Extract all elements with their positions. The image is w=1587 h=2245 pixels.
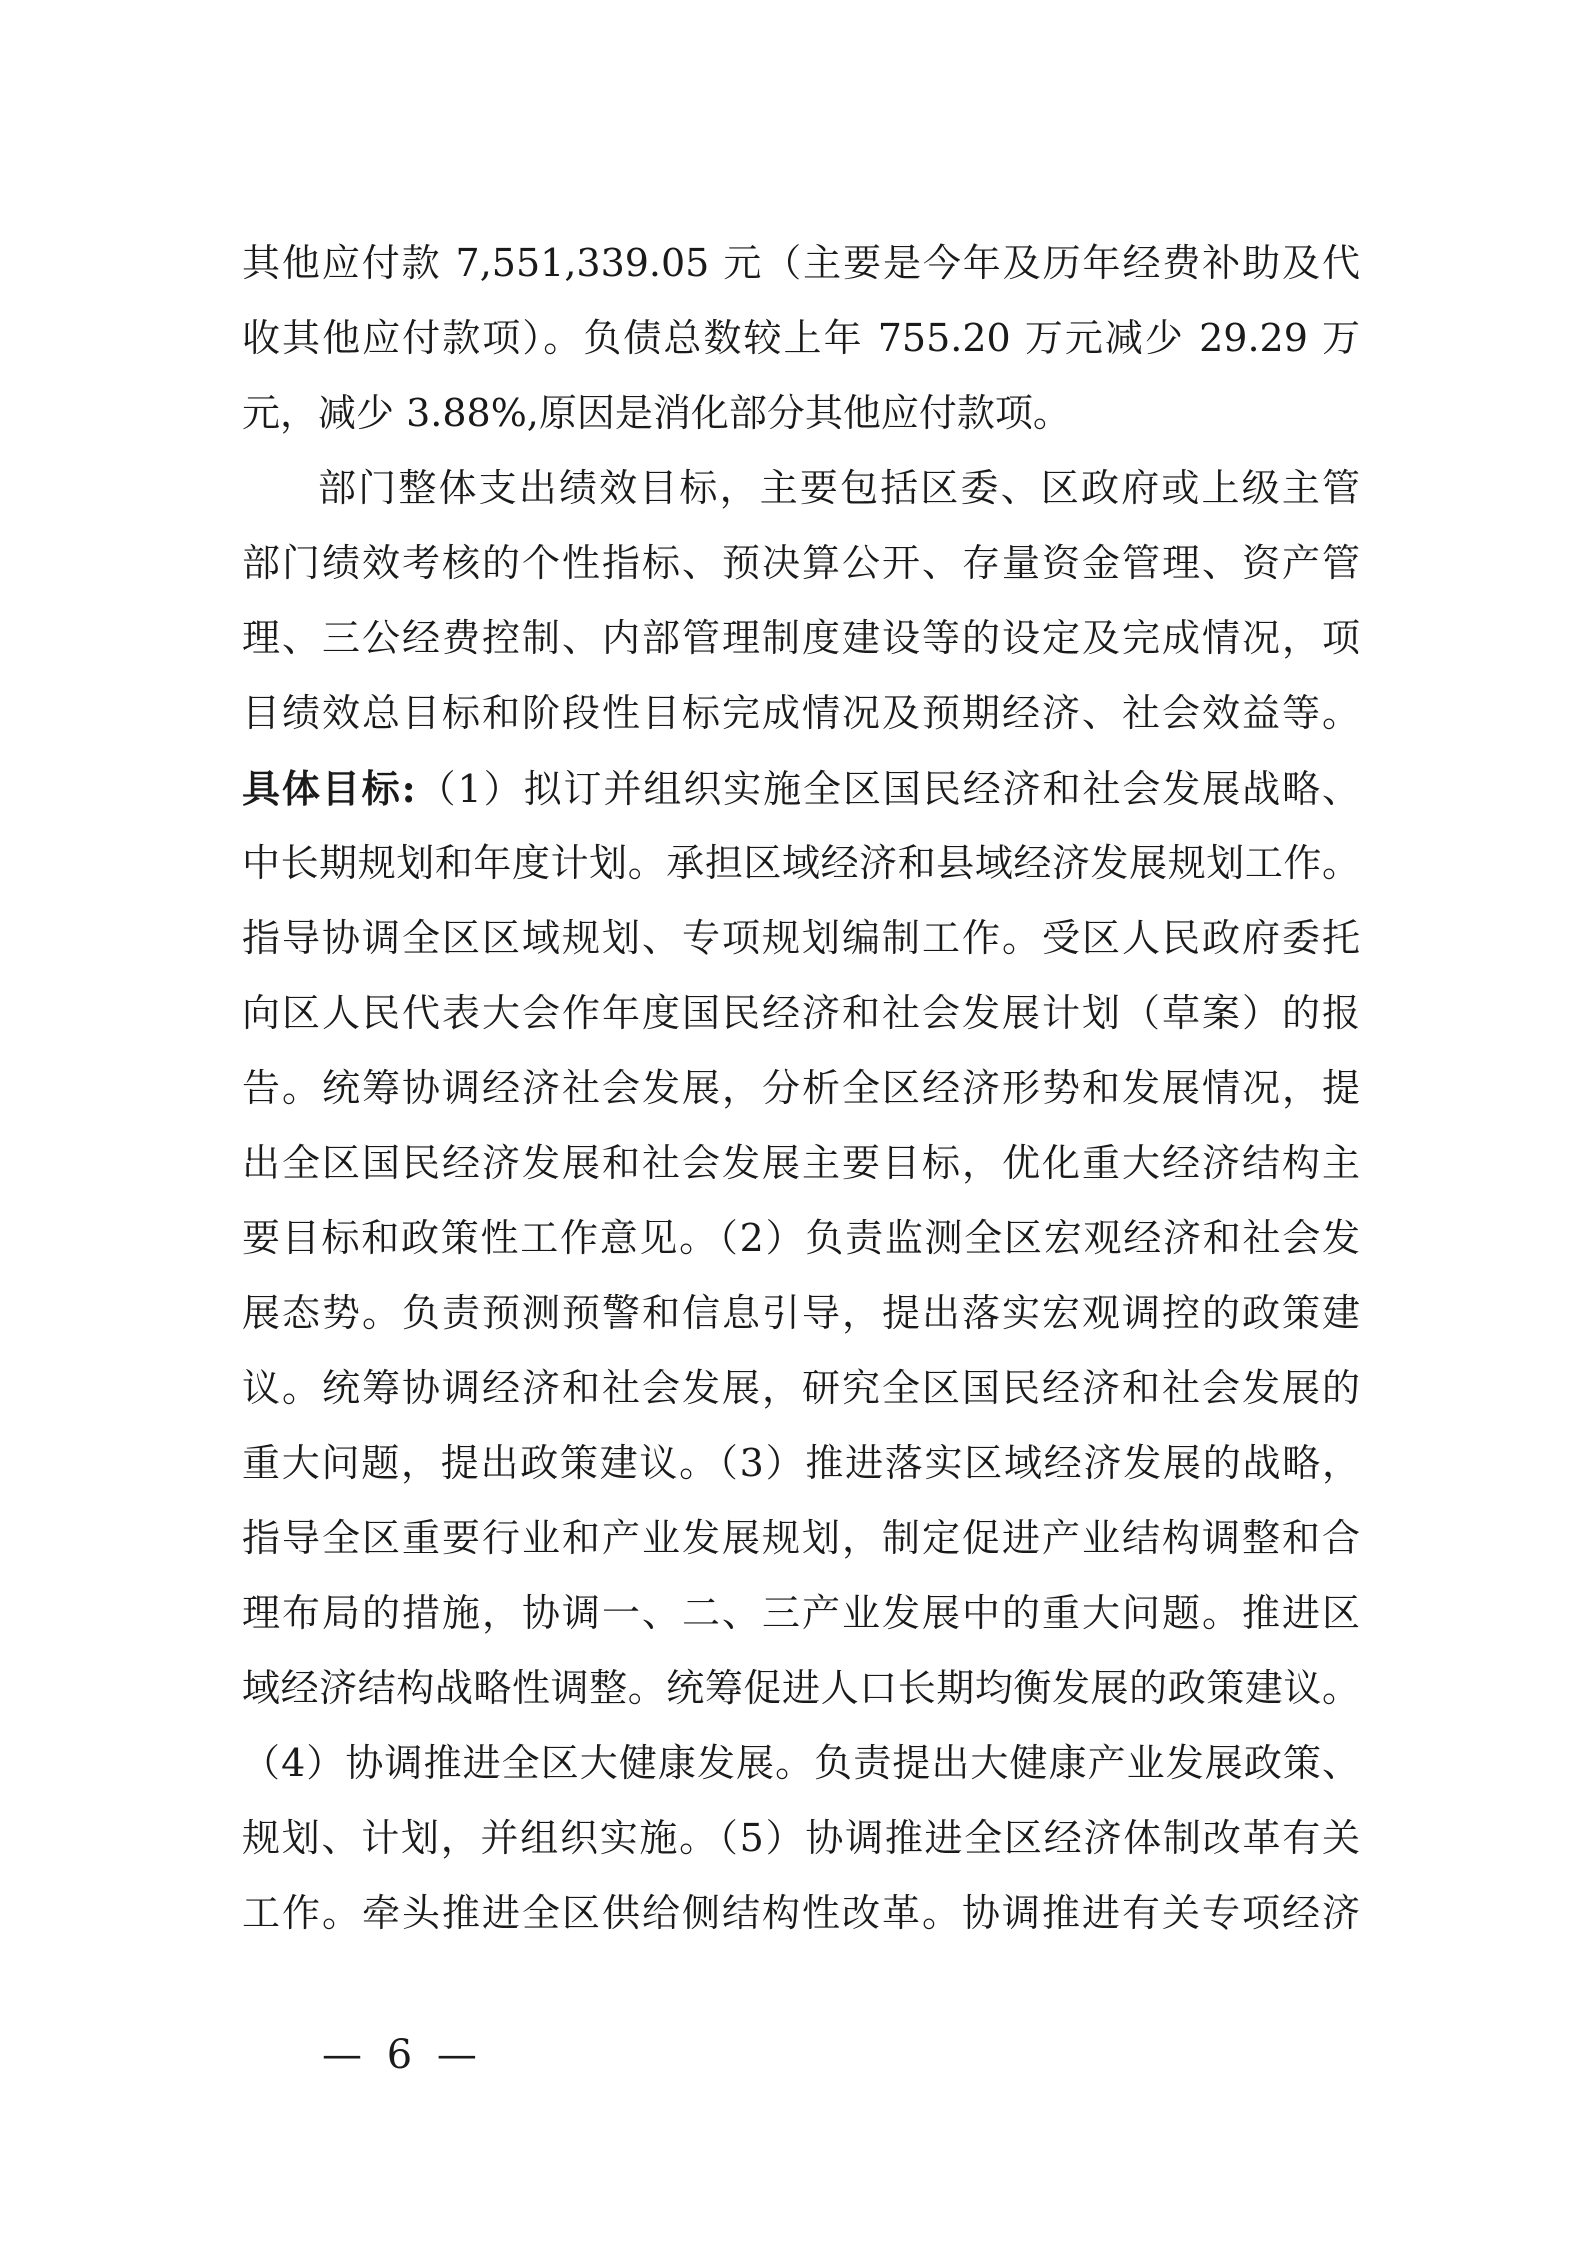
text-line: 域经济结构战略性调整。统筹促进人口长期均衡发展的政策建议。 (242, 1666, 1360, 1710)
text-line: 展态势。负责预测预警和信息引导，提出落实宏观调控的政策建 (242, 1291, 1360, 1335)
text-run: （1）拟订并组织实施全区国民经济和社会发展战略、 (415, 767, 1360, 811)
specific-goals-heading: 具体目标: (242, 766, 416, 811)
text-line: 要目标和政策性工作意见。（2）负责监测全区宏观经济和社会发 (242, 1216, 1360, 1260)
text-line: 其他应付款 7,551,339.05 元（主要是今年及历年经费补助及代 (242, 241, 1360, 285)
paragraph-specific-goals (242, 751, 1360, 1951)
document-body (242, 226, 1360, 1951)
text-line: （4）协调推进全区大健康发展。负责提出大健康产业发展政策、 (242, 1741, 1360, 1785)
page-number: — 6 — (322, 2032, 483, 2078)
text-line: 部门绩效考核的个性指标、预决算公开、存量资金管理、资产管 (242, 541, 1360, 585)
text-line: 元，减少 3.88%,原因是消化部分其他应付款项。 (242, 391, 1071, 435)
text-line: 收其他应付款项）。负债总数较上年 755.20 万元减少 29.29 万 (242, 316, 1360, 360)
text-line: 指导全区重要行业和产业发展规划，制定促进产业结构调整和合 (242, 1516, 1360, 1560)
text-line: 指导协调全区区域规划、专项规划编制工作。受区人民政府委托 (242, 916, 1360, 960)
text-line: 向区人民代表大会作年度国民经济和社会发展计划（草案）的报 (242, 991, 1360, 1035)
text-line: 议。统筹协调经济和社会发展，研究全区国民经济和社会发展的 (242, 1366, 1360, 1410)
text-line: 规划、计划，并组织实施。（5）协调推进全区经济体制改革有关 (242, 1816, 1360, 1860)
paragraph-performance-goals (242, 451, 1360, 751)
text-line: 出全区国民经济发展和社会发展主要目标，优化重大经济结构主 (242, 1141, 1360, 1185)
text-line: 理布局的措施，协调一、二、三产业发展中的重大问题。推进区 (242, 1591, 1360, 1635)
text-line: 中长期规划和年度计划。承担区域经济和县域经济发展规划工作。 (242, 841, 1360, 885)
text-line: 理、三公经费控制、内部管理制度建设等的设定及完成情况，项 (242, 616, 1360, 660)
text-line: 目绩效总目标和阶段性目标完成情况及预期经济、社会效益等。 (242, 691, 1360, 735)
text-line: 工作。牵头推进全区供给侧结构性改革。协调推进有关专项经济 (242, 1891, 1360, 1935)
text-line: 重大问题，提出政策建议。（3）推进落实区域经济发展的战略， (242, 1441, 1360, 1485)
paragraph-liabilities (242, 226, 1360, 451)
text-line (242, 751, 1360, 826)
text-line: 部门整体支出绩效目标，主要包括区委、区政府或上级主管 (318, 466, 1360, 510)
text-line: 告。统筹协调经济社会发展，分析全区经济形势和发展情况，提 (242, 1066, 1360, 1110)
